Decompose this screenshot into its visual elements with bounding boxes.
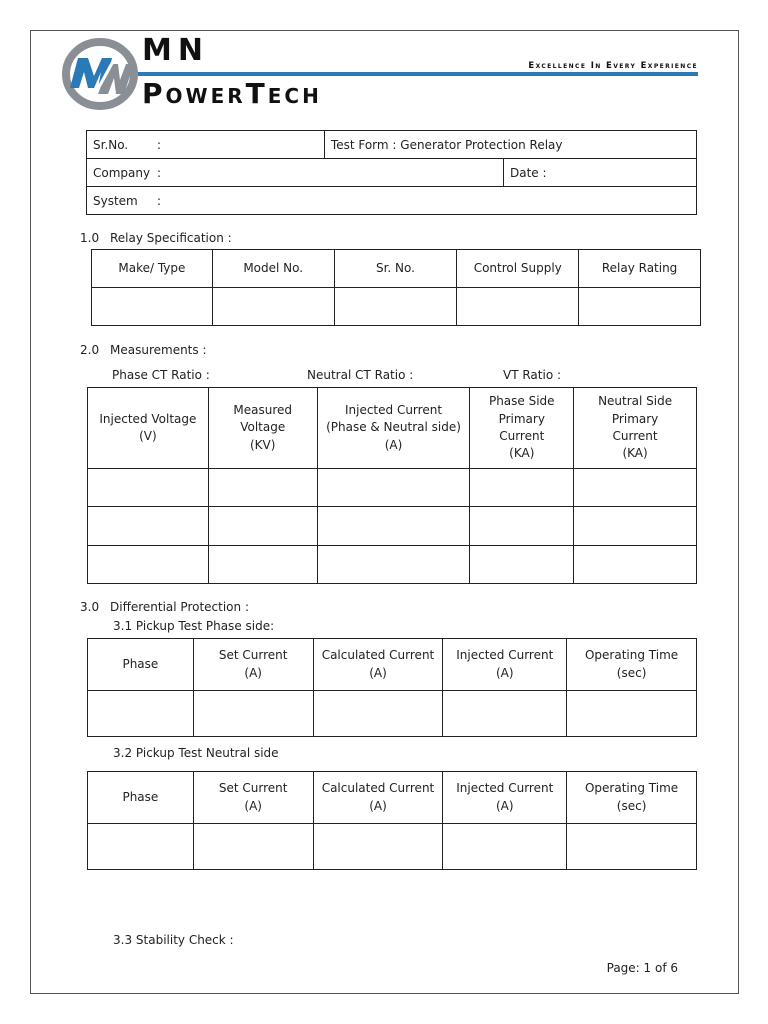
header-line: (KV) [250,437,276,452]
measurements-cell[interactable] [208,507,317,546]
neutral-ct-ratio: Neutral CT Ratio : [307,368,414,382]
company-cell [87,159,504,187]
info-row-srno [87,131,697,159]
section-1-heading [80,231,232,245]
section-3-number: 3.0 [80,600,100,614]
header-line: Injected Current [344,402,443,417]
srno-colon: : [157,137,162,152]
measurements-cell[interactable] [574,507,697,546]
header-line: (A) [244,665,262,680]
header-line: Primary [611,411,659,426]
pickup-neutral-header-row [88,772,697,824]
header-line: (KA) [622,446,648,461]
phase-ct-ratio: Phase CT Ratio : [112,368,210,382]
srno-cell [87,131,325,159]
brand-tagline: Excellence In Every Experience [528,61,698,71]
relay-spec-table [91,249,701,326]
relay-spec-header: Make/ Type [92,250,213,288]
measurements-header [88,388,209,469]
pickup-phase-cell[interactable] [193,691,313,737]
measurements-header [317,388,470,469]
pickup-phase-cell[interactable] [88,691,194,737]
relay-spec-cell[interactable] [579,288,701,326]
pickup-phase-cell[interactable] [567,691,697,737]
header-line: Operating Time [584,781,679,796]
section-1-title: Relay Specification : [110,231,232,245]
measurements-cell[interactable] [88,507,209,546]
pickup-phase-table [87,638,697,737]
relay-spec-cell[interactable] [212,288,334,326]
company-colon: : [157,165,162,180]
header-line: Current [612,429,658,443]
test-form-title: Test Form : Generator Protection Relay [330,137,563,152]
pickup-phase-header [88,639,194,691]
pickup-neutral-header [567,772,697,824]
header-line: Injected Voltage [99,411,197,426]
measurements-cell[interactable] [574,546,697,584]
relay-spec-header: Model No. [212,250,334,288]
info-table [86,130,697,215]
header-line: Injected Current [456,648,554,663]
header-line: (sec) [616,798,647,813]
header-line: Injected Current [456,781,554,796]
brand-name-top: MN [142,33,209,68]
info-row-company [87,159,697,187]
header-line: Calculated Current [321,648,435,663]
measurements-cell[interactable] [317,469,470,507]
relay-spec-cell[interactable] [457,288,579,326]
pickup-neutral-table [87,771,697,870]
header-line: Phase Side [488,394,555,409]
section-2-number: 2.0 [80,343,100,357]
pickup-phase-cell[interactable] [443,691,567,737]
measurements-header [470,388,574,469]
relay-spec-cell[interactable] [334,288,457,326]
srno-label: Sr.No. [93,137,129,152]
header-line: Phase [122,789,159,804]
section-3-title: Differential Protection : [110,600,249,614]
header-line: (A) [495,665,514,680]
measurements-row [88,507,697,546]
info-row-system [87,187,697,215]
measurements-cell[interactable] [317,507,470,546]
header-line: (A) [369,798,387,813]
header-line: Measured [233,402,293,417]
date-cell [504,159,697,187]
pickup-neutral-cell[interactable] [313,824,443,870]
header-line: Voltage [240,420,286,435]
header-line: (A) [244,798,262,813]
measurements-cell[interactable] [317,546,470,584]
pickup-phase-cell[interactable] [313,691,443,737]
header-line: (sec) [616,665,647,680]
header-line: Neutral Side [598,394,673,409]
header-line: (KA) [509,446,535,461]
header-line: (A) [384,437,403,452]
section-1-number: 1.0 [80,231,100,245]
measurements-header-row [88,388,697,469]
pickup-phase-header [313,639,443,691]
pickup-neutral-cell[interactable] [567,824,697,870]
pickup-neutral-header [313,772,443,824]
header-line: (A) [495,798,514,813]
header-line: Calculated Current [321,781,435,796]
section-2-title: Measurements : [110,343,207,357]
pickup-neutral-row [88,824,697,870]
header-line: Operating Time [584,648,679,663]
measurements-cell[interactable] [470,507,574,546]
pickup-neutral-header [443,772,567,824]
measurements-cell[interactable] [208,546,317,584]
pickup-phase-header [193,639,313,691]
measurements-cell[interactable] [574,469,697,507]
subsection-3-3-heading: 3.3 Stability Check : [113,933,234,947]
measurements-table [87,387,697,584]
relay-spec-header-row [92,250,701,288]
relay-spec-header: Control Supply [457,250,579,288]
company-label: Company [93,165,151,180]
system-colon: : [157,193,162,208]
page-number: Page: 1 of 6 [606,961,678,975]
subsection-3-2-heading: 3.2 Pickup Test Neutral side [113,746,279,760]
header-line: Phase [122,656,159,671]
pickup-phase-header [443,639,567,691]
section-2-heading [80,343,207,357]
date-label: Date : [510,165,547,180]
vt-ratio: VT Ratio : [503,368,562,382]
pickup-neutral-header [193,772,313,824]
section-3-heading [80,600,249,614]
relay-spec-header: Sr. No. [334,250,457,288]
system-label: System [93,193,138,208]
brand-name-bottom: PowerTech [142,77,322,110]
relay-spec-header: Relay Rating [579,250,701,288]
header-line: Set Current [218,781,288,796]
measurements-header [574,388,697,469]
pickup-phase-header-row [88,639,697,691]
relay-spec-cell[interactable] [92,288,213,326]
mn-logo-icon [58,36,142,112]
test-form-cell [324,131,696,159]
pickup-neutral-cell[interactable] [193,824,313,870]
measurements-row [88,546,697,584]
measurements-cell[interactable] [470,546,574,584]
brand-divider [138,72,698,76]
header-line: (A) [369,665,387,680]
measurements-row [88,469,697,507]
pickup-neutral-header [88,772,194,824]
pickup-neutral-cell[interactable] [88,824,194,870]
measurements-cell[interactable] [88,546,209,584]
pickup-neutral-cell[interactable] [443,824,567,870]
header-line: Primary [498,411,545,426]
relay-spec-row [92,288,701,326]
measurements-header [208,388,317,469]
measurements-cell[interactable] [470,469,574,507]
measurements-cell[interactable] [208,469,317,507]
header-line: Set Current [218,648,288,663]
pickup-phase-row [88,691,697,737]
header-line: (Phase & Neutral side) [326,420,461,435]
header-line: Current [499,429,545,443]
pickup-phase-header [567,639,697,691]
system-cell [87,187,697,215]
header-line: (V) [139,429,157,443]
subsection-3-1-heading: 3.1 Pickup Test Phase side: [113,619,275,633]
measurements-cell[interactable] [88,469,209,507]
